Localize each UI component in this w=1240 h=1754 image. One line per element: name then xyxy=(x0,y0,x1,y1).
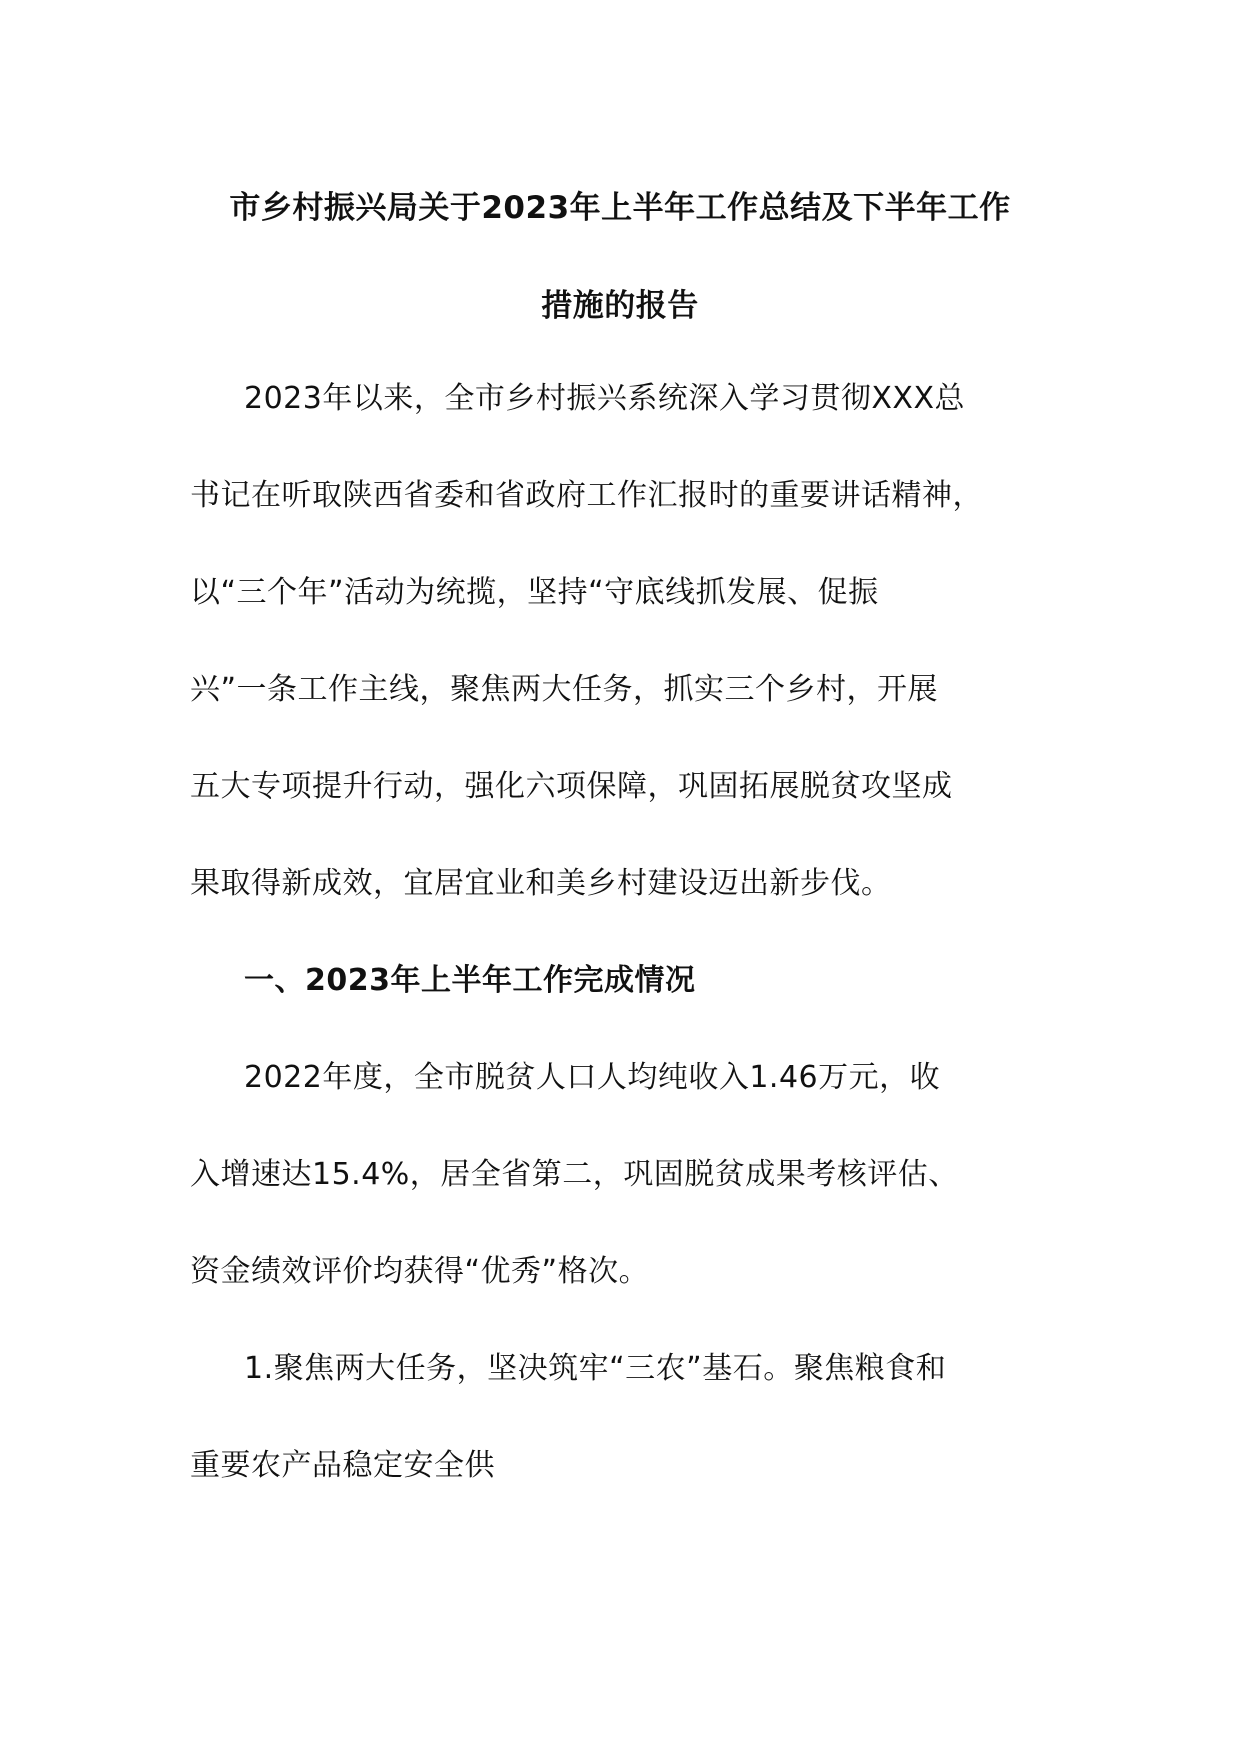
section-paragraph-line: 入增速达15.4%，居全省第二，巩固脱贫成果考核评估、 xyxy=(190,1157,959,1192)
section-paragraph-line: 2022年度，全市脱贫人口人均纯收入1.46万元，收 xyxy=(244,1060,941,1095)
intro-paragraph-line: 书记在听取陕西省委和省政府工作汇报时的重要讲话精神， xyxy=(190,478,983,513)
document-title-line-1: 市乡村振兴局关于2023年上半年工作总结及下半年工作 xyxy=(229,190,1011,226)
intro-paragraph-line: 果取得新成效，宜居宜业和美乡村建设迈出新步伐。 xyxy=(190,866,892,901)
document-title-line-2: 措施的报告 xyxy=(541,288,699,324)
item-paragraph-line: 1.聚焦两大任务，坚决筑牢“三农”基石。聚焦粮食和 xyxy=(244,1351,947,1386)
intro-paragraph-line: 以“三个年”活动为统揽，坚持“守底线抓发展、促振 xyxy=(190,575,879,610)
intro-paragraph-line: 兴”一条工作主线，聚焦两大任务，抓实三个乡村，开展 xyxy=(190,672,939,707)
section-heading: 一、2023年上半年工作完成情况 xyxy=(244,963,696,998)
section-paragraph-line: 资金绩效评价均获得“优秀”格次。 xyxy=(190,1254,650,1289)
item-paragraph-line: 重要农产品稳定安全供 xyxy=(190,1448,495,1483)
intro-paragraph-line: 五大专项提升行动，强化六项保障，巩固拓展脱贫攻坚成 xyxy=(190,769,953,804)
intro-paragraph-line: 2023年以来，全市乡村振兴系统深入学习贯彻XXX总 xyxy=(244,381,966,416)
